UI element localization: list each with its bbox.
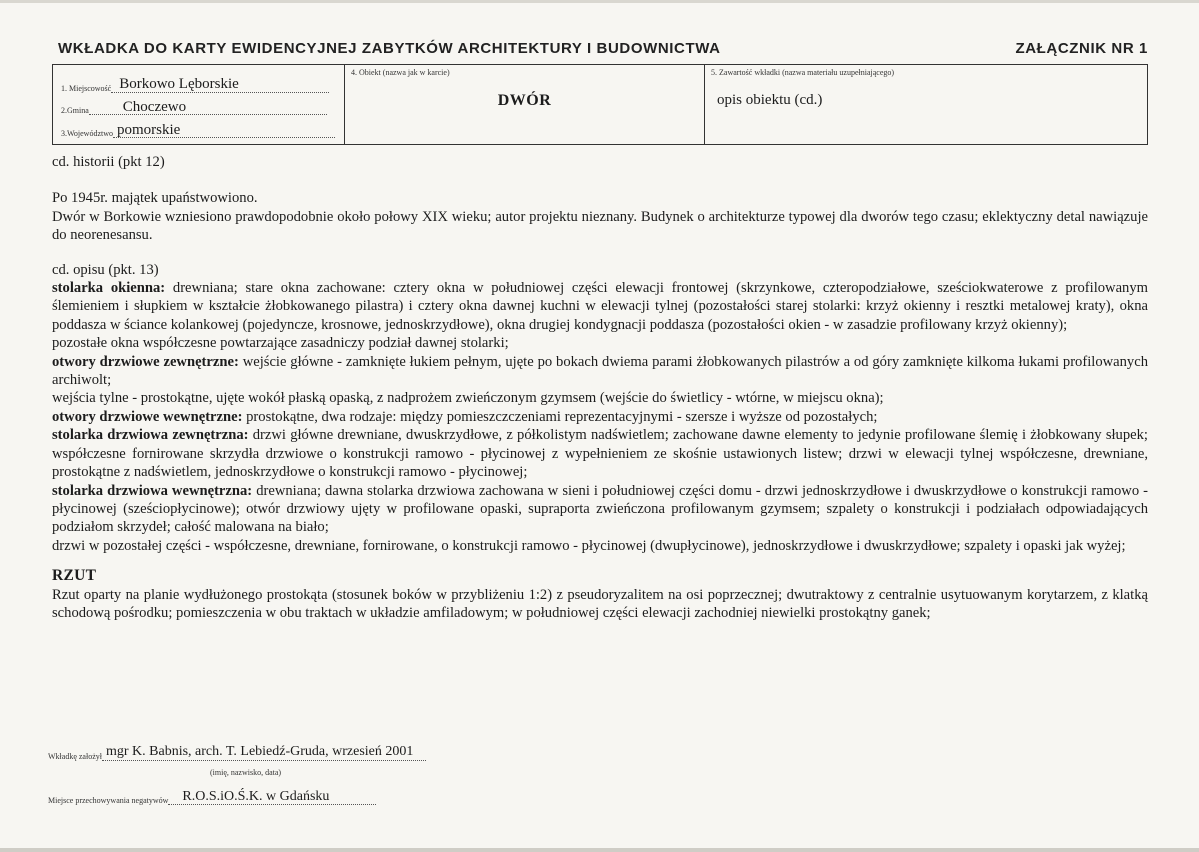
interior-openings-text: prostokątne, dwa rodzaje: między pomieszczczeniami reprezentacyjnymi - szersze i wyższe od pozostałych;: [242, 408, 878, 425]
exterior-doors-keyword: stolarka drzwiowa zewnętrzna:: [52, 427, 249, 444]
voivodeship-label: 3.Województwo: [61, 129, 114, 138]
plan-heading: RZUT: [52, 567, 97, 585]
author-value: mgr K. Babnis, arch. T. Lebiedź-Gruda, wrzesień 2001: [102, 745, 426, 761]
storage-row: [48, 790, 376, 805]
windows-keyword: stolarka okienna:: [52, 280, 166, 297]
voivodeship-row: [61, 123, 335, 138]
document-body: [52, 153, 1148, 622]
location-row: [61, 77, 329, 93]
object-value: DWÓR: [497, 92, 552, 109]
exterior-openings-text: wejście główne - zamknięte łukiem pełnym, ujęte po bokach dwiema parami żłobkowanych pilastrów a od góry zamknięte kilkoma łukami profilowanych archiwolt;: [52, 353, 1148, 389]
plan-paragraph: Rzut oparty na planie wydłużonego prostokąta (stosunek boków w przybliżeniu 1:2) z pseudoryzalitem na osi poprzecznej; dwutraktowy z centralnie usytuowanym korytarzem, z klatką schodową pośrodku; pomieszczenia w obu traktach w układzie amfiladowym; w południowej części elewacji zachodniej niewielki prostokątny ganek;: [52, 586, 1148, 621]
page-edge-top: [0, 0, 1199, 3]
object-cell: [345, 65, 705, 144]
content-label: 5. Zawartość wkładki (nazwa materiału uzupełniającego): [711, 68, 895, 77]
document-title: WKŁADKA DO KARTY EWIDENCYJNEJ ZABYTKÓW ARCHITEKTURY I BUDOWNICTWA: [58, 40, 721, 57]
object-label: 4. Obiekt (nazwa jak w karcie): [351, 68, 450, 77]
exterior-openings-paragraph: [52, 353, 1148, 390]
windows-other-paragraph: pozostałe okna współczesne powtarzające zasadniczy podział dawnej stolarki;: [52, 335, 509, 352]
interior-openings-keyword: otwory drzwiowe wewnętrzne:: [52, 408, 243, 425]
author-row: [48, 745, 426, 761]
page-edge-bottom: [0, 848, 1199, 852]
windows-paragraph: [52, 279, 1148, 334]
content-cell: [705, 65, 1147, 144]
interior-doors-paragraph: [52, 482, 1148, 537]
storage-label: Miejsce przechowywania negatywów: [48, 796, 169, 805]
author-hint: (imię, nazwisko, data): [210, 768, 282, 777]
voivodeship-value: pomorskie: [113, 123, 335, 138]
identification-box: [52, 64, 1148, 145]
description-heading: cd. opisu (pkt. 13): [52, 261, 159, 278]
rear-entrances-paragraph: wejścia tylne - prostokątne, ujęte wokół płaską opaską, z nadprożem zwieńczonym gzymsem (wejście do świetlicy - wtórne, w miejscu okna);: [52, 390, 884, 407]
history-heading: cd. historii (pkt 12): [52, 154, 165, 170]
location-label: 1. Miejscowość: [61, 84, 112, 93]
location-cell: [53, 65, 345, 144]
interior-doors-text: drewniana; dawna stolarka drzwiowa zachowana w sieni i południowej części domu - drzwi jednoskrzydłowe i dwuskrzydłowe o konstrukcji ramowo - płycinowej (sześciopłycinowe); otwór drzwiowy ujęty w profilowane opaski, supraporta zwieńczona profilowanym gzymsem; szpalety o konstrukcji i podziałach odpowiadających podziałom skrzydeł; całość malowana na biało;: [52, 482, 1148, 536]
interior-doors-keyword: stolarka drzwiowa wewnętrzna:: [52, 482, 253, 499]
author-label: Wkładkę założył: [48, 752, 102, 761]
exterior-doors-text: drzwi główne drewniane, dwuskrzydłowe, z półkolistym nadświetlem; zachowane dawne elementy to jedynie profilowane ślemię i żłobkowany słupek; współczesne fornirowane skrzydła drzwiowe o konstrukcji ramowo - płycinowej z wypełnieniem ze skośnie ustawionych listew; drzwi w elewacji tylnej współczesne, drewniane, prostokątne z nadświetlem, jednoskrzydłowe o konstrukcji ramowo - płycinowej;: [52, 427, 1148, 481]
exterior-openings-keyword: otwory drzwiowe zewnętrzne:: [52, 353, 239, 370]
commune-label: 2.Gmina: [61, 106, 89, 115]
commune-value: Choczewo: [89, 100, 327, 115]
location-value: Borkowo Lęborskie: [111, 77, 329, 93]
page-header: [58, 40, 1148, 57]
history-paragraph-2: Dwór w Borkowie wzniesiono prawdopodobnie około połowy XIX wieku; autor projektu nieznany. Budynek o architekturze typowej dla dworów tego czasu; eklektyczny detal nawiązuje do neorenesansu.: [52, 208, 1148, 244]
interior-openings-paragraph: [52, 408, 1148, 426]
content-value: opis obiektu (cd.): [717, 92, 823, 108]
exterior-doors-paragraph: [52, 426, 1148, 481]
storage-value: R.O.S.iO.Ś.K. w Gdańsku: [168, 790, 376, 805]
attachment-number: ZAŁĄCZNIK NR 1: [1015, 40, 1148, 57]
commune-row: [61, 100, 327, 115]
windows-text: drewniana; stare okna zachowane: cztery okna w południowej części elewacji frontowej (skrzynkowe, czteropodziałowe, sześciokwaterowe z profilowanym ślemieniem i słupkiem w kształcie żłobkowanego pilastra) i cztery okna dawnej kuchni w elewacji tylnej (pozostałości starej stolarki: krzyż okienny i resztki metalowej kraty), okna poddasza w ściance kolankowej (pojedyncze, krosnowe, jednoskrzydłowe), okna drugiej kondygnacji poddasza (pozostałości okien - w zasadzie profilowany krzyż okienny);: [52, 280, 1149, 333]
history-paragraph-1: Po 1945r. majątek upaństwowiono.: [52, 190, 258, 207]
other-doors-paragraph: drzwi w pozostałej części - współczesne, drewniane, fornirowane, o konstrukcji ramowo - płycinowej (dwupłycinowe), jednoskrzydłowe i dwuskrzydłowe; szpalety i opaski jak wyżej;: [52, 537, 1126, 554]
